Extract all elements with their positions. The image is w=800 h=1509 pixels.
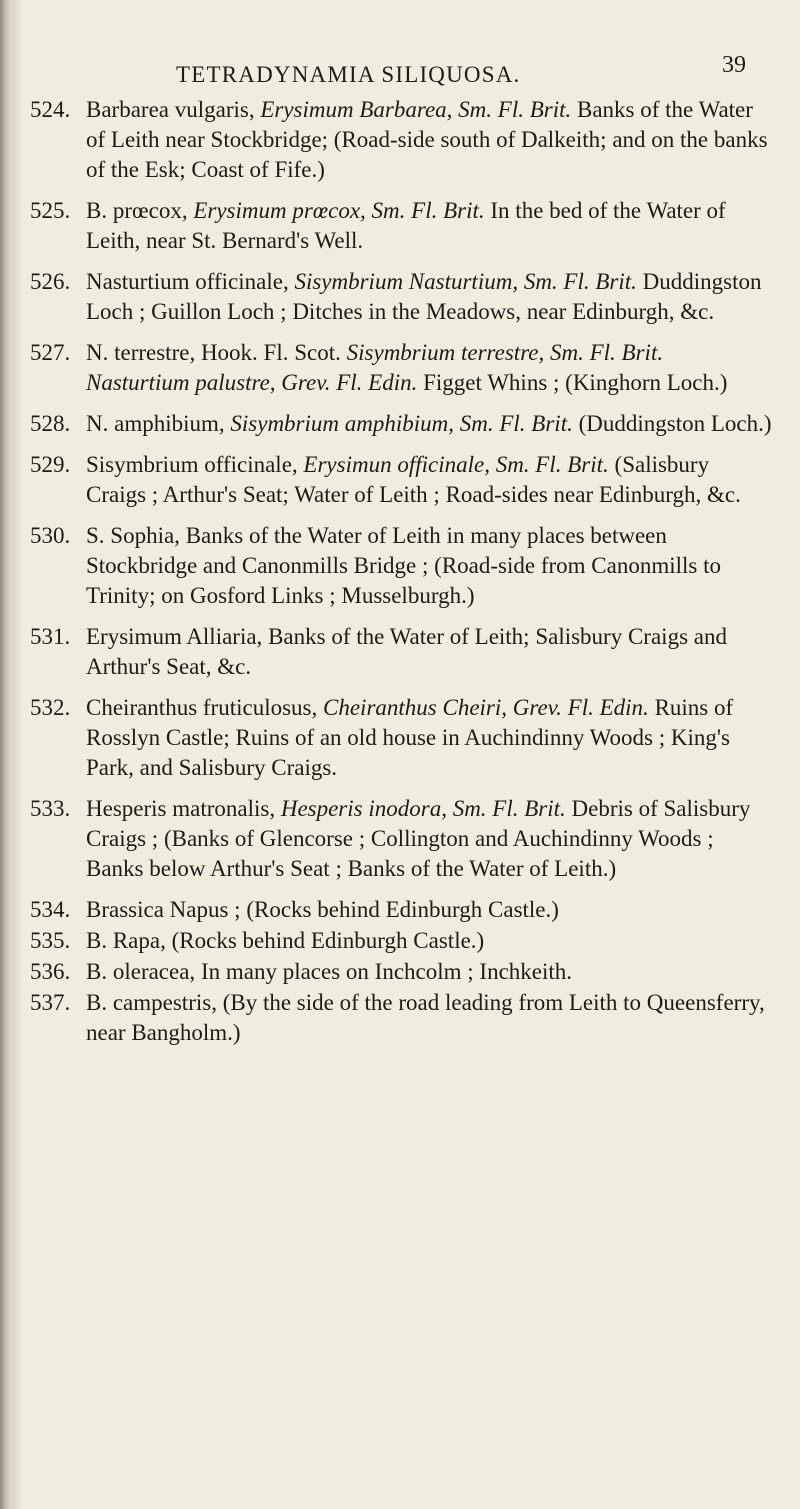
species-list (0, 95, 800, 1049)
localities: Banks of the Water of Leith in many places between Stockbridge and Canonmills Bridge ; (Road-side from Canonmills to Trinity; on Gosford Links ; Musselburgh.) (86, 523, 721, 608)
species-synonym: Erysimum Barbarea, Sm. Fl. Brit. (260, 97, 572, 122)
page-number: 39 (722, 52, 746, 78)
species-entry-527 (0, 338, 800, 398)
localities: In the bed of the Water of Leith, near St. Bernard's Well. (86, 198, 726, 253)
species-entry-529 (0, 450, 800, 510)
localities: Banks of the Water of Leith; Salisbury Craigs and Arthur's Seat, &c. (86, 624, 727, 679)
entry-number: 530. (30, 523, 71, 548)
species-entry-524 (0, 95, 800, 185)
species-synonym: Hesperis inodora, Sm. Fl. Brit. (280, 796, 566, 821)
entry-number: 536. (30, 959, 71, 984)
entry-number: 524. (30, 97, 71, 122)
species-synonym: Cheiranthus Cheiri, Grev. Fl. Edin. (323, 695, 649, 720)
entry-number: 529. (30, 452, 71, 477)
species-entry-526 (0, 267, 800, 327)
entry-number: 527. (30, 340, 71, 365)
entry-number: 526. (30, 269, 71, 294)
species-name: Cheiranthus fruticulosus, (86, 695, 318, 720)
entry-number: 533. (30, 796, 71, 821)
species-synonym: Erysimun officinale, Sm. Fl. Brit. (303, 452, 609, 477)
species-entry-533 (0, 794, 800, 884)
species-name: N. amphibium, (86, 411, 225, 436)
entry-number: 532. (30, 695, 71, 720)
species-entry-528 (0, 409, 800, 439)
species-name: Barbarea vulgaris, (86, 97, 255, 122)
species-entry-531 (0, 622, 800, 682)
running-title: TETRADYNAMIA SILIQUOSA. (176, 62, 521, 87)
entry-number: 537. (30, 990, 71, 1015)
page-header (0, 52, 800, 92)
localities: (Duddingston Loch.) (578, 411, 772, 436)
localities: (Salisbury Craigs ; Arthur's Seat; Water of Leith ; Road-sides near Edinburgh, &c. (86, 452, 741, 507)
entry-number: 525. (30, 198, 71, 223)
localities: Banks of the Water of Leith near Stockbridge; (Road-side south of Dalkeith; and on the banks of the Esk; Coast of Fife.) (86, 97, 768, 182)
species-name: Erysimum Alliaria, (86, 624, 263, 649)
species-name: B. Rapa, (86, 928, 166, 953)
species-entry-537 (0, 988, 800, 1048)
localities: Debris of Salisbury Craigs ; (Banks of Glencorse ; Collington and Auchindinny Woods ; Banks below Arthur's Seat ; Banks of the Water of Leith.) (86, 796, 751, 881)
species-synonym: Erysimum prœcox, Sm. Fl. Brit. (193, 198, 485, 223)
species-name: B. campestris, (86, 990, 217, 1015)
species-name: Brassica Napus ; (86, 897, 241, 922)
species-name: Sisymbrium officinale, (86, 452, 298, 477)
species-name: S. Sophia, (86, 523, 180, 548)
species-name: Hesperis matronalis, (86, 796, 276, 821)
entry-number: 535. (30, 928, 71, 953)
species-name: Nasturtium officinale, (86, 269, 289, 294)
entry-number: 528. (30, 411, 71, 436)
species-synonym: Sisymbrium amphibium, Sm. Fl. Brit. (230, 411, 573, 436)
localities: (Rocks behind Edinburgh Castle.) (246, 897, 559, 922)
species-entry-536 (0, 957, 800, 987)
species-entry-532 (0, 693, 800, 783)
species-entry-535 (0, 926, 800, 956)
species-name: B. oleracea, (86, 959, 196, 984)
species-entry-534 (0, 895, 800, 925)
species-name: N. terrestre, Hook. Fl. Scot. (86, 340, 341, 365)
species-entry-530 (0, 521, 800, 611)
species-synonym: Sisymbrium terrestre, Sm. Fl. Brit. Nasturtium palustre, Grev. Fl. Edin. (86, 340, 664, 395)
localities: (By the side of the road leading from Leith to Queensferry, near Bangholm.) (86, 990, 765, 1045)
entry-number: 531. (30, 624, 71, 649)
localities: (Rocks behind Edinburgh Castle.) (171, 928, 485, 953)
species-synonym: Sisymbrium Nasturtium, Sm. Fl. Brit. (294, 269, 637, 294)
localities: Figget Whins ; (Kinghorn Loch.) (423, 370, 728, 395)
species-entry-525 (0, 196, 800, 256)
localities: Ruins of Rosslyn Castle; Ruins of an old house in Auchindinny Woods ; King's Park, and Salisbury Craigs. (86, 695, 734, 780)
species-name: B. prœcox, (86, 198, 188, 223)
entry-number: 534. (30, 897, 71, 922)
localities: In many places on Inchcolm ; Inchkeith. (200, 959, 573, 984)
localities: Duddingston Loch ; Guillon Loch ; Ditches in the Meadows, near Edinburgh, &c. (86, 269, 762, 324)
